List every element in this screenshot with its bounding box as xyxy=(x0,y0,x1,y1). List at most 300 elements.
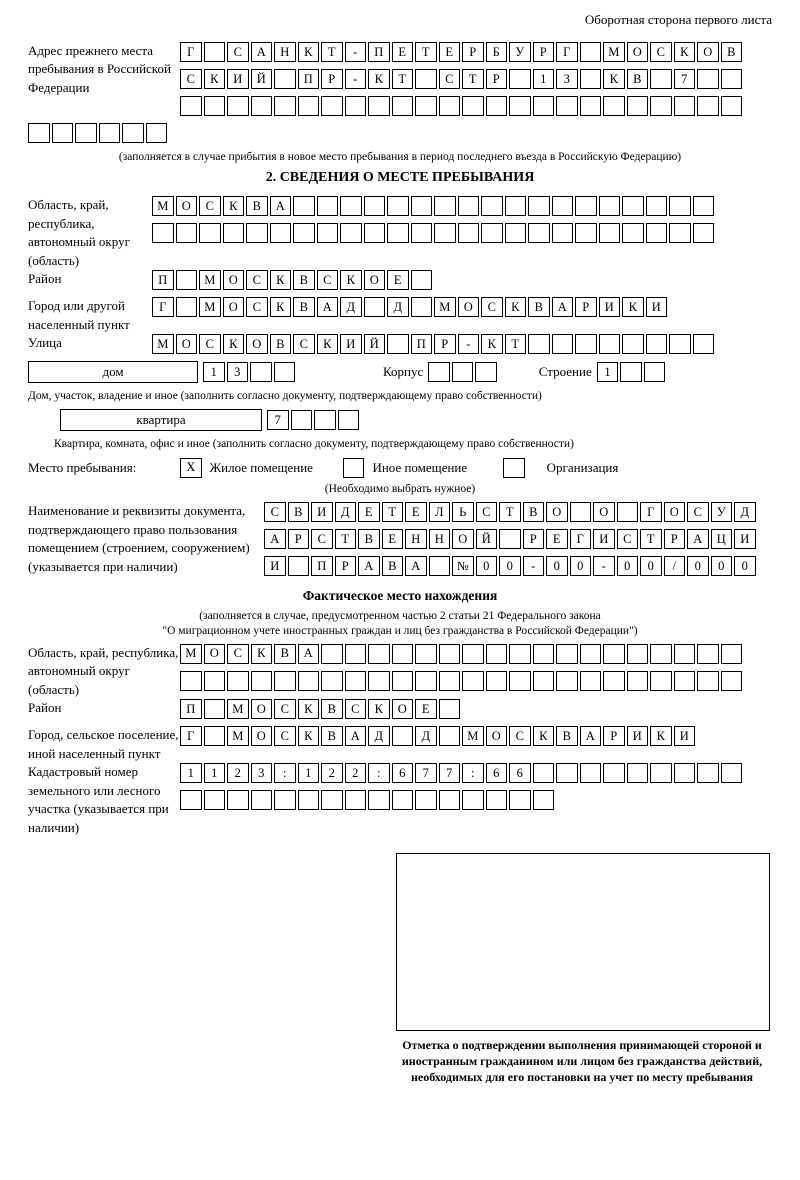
actual-city-cells xyxy=(180,726,695,746)
prev-address-block xyxy=(28,42,772,123)
char-cell: - xyxy=(523,556,545,576)
char-cell xyxy=(509,96,531,116)
stay-type-note: (Необходимо выбрать нужное) xyxy=(324,482,476,495)
char-cell: О xyxy=(392,699,414,719)
char-cell: А xyxy=(298,644,320,664)
char-cell xyxy=(204,790,226,810)
char-cell: - xyxy=(593,556,615,576)
char-cell xyxy=(458,223,480,243)
char-cell: 1 xyxy=(180,763,202,783)
char-cell xyxy=(340,223,362,243)
char-cell: В xyxy=(627,69,649,89)
char-cell xyxy=(622,334,644,354)
char-cell: Л xyxy=(429,502,451,522)
char-cell xyxy=(204,699,226,719)
char-cell: А xyxy=(552,297,574,317)
char-cell: Е xyxy=(382,529,404,549)
char-cell: 0 xyxy=(570,556,592,576)
char-cell: 7 xyxy=(415,763,437,783)
char-cell xyxy=(575,334,597,354)
char-cell xyxy=(291,410,313,430)
char-cell xyxy=(439,790,461,810)
cadastre-block xyxy=(28,763,772,837)
char-cell: 0 xyxy=(640,556,662,576)
char-cell: 3 xyxy=(227,362,249,382)
char-cell: М xyxy=(199,297,221,317)
char-cell xyxy=(669,223,691,243)
char-cell: В xyxy=(246,196,268,216)
char-cell: Р xyxy=(533,42,555,62)
document-row-1 xyxy=(264,502,756,522)
char-cell: И xyxy=(627,726,649,746)
char-cell: Г xyxy=(180,726,202,746)
district-block xyxy=(28,270,772,297)
char-cell xyxy=(650,69,672,89)
char-cell: И xyxy=(227,69,249,89)
char-cell xyxy=(321,790,343,810)
actual-district-label: Район xyxy=(28,700,62,716)
char-cell: К xyxy=(223,196,245,216)
char-cell: В xyxy=(293,270,315,290)
char-cell xyxy=(552,334,574,354)
apartment-note: Квартира, комната, офис и иное (заполнить согласно документу, подтверждающему право собственности) xyxy=(54,438,574,451)
actual-district-cells xyxy=(180,699,460,719)
cadastre-row-1 xyxy=(180,763,742,783)
char-cell: Т xyxy=(640,529,662,549)
char-cell xyxy=(293,196,315,216)
char-cell xyxy=(575,223,597,243)
char-cell: Е xyxy=(392,42,414,62)
char-cell: Т xyxy=(415,42,437,62)
char-cell xyxy=(603,644,625,664)
char-cell: К xyxy=(533,726,555,746)
char-cell: Р xyxy=(434,334,456,354)
char-cell xyxy=(674,644,696,664)
char-cell xyxy=(28,123,50,143)
char-cell: А xyxy=(264,529,286,549)
char-cell: О xyxy=(546,502,568,522)
char-cell xyxy=(462,644,484,664)
prev-address-label: Адрес прежнего места пребывания в Российской Федерации xyxy=(28,43,171,95)
char-cell xyxy=(345,96,367,116)
char-cell: В xyxy=(721,42,743,62)
prev-address-row-2 xyxy=(180,69,742,89)
char-cell xyxy=(580,69,602,89)
stay-type-row xyxy=(28,458,772,478)
char-cell: Р xyxy=(321,69,343,89)
char-cell: Е xyxy=(405,502,427,522)
char-cell: В xyxy=(321,699,343,719)
char-cell xyxy=(603,763,625,783)
char-cell xyxy=(646,196,668,216)
char-cell: О xyxy=(458,297,480,317)
char-cell: О xyxy=(664,502,686,522)
char-cell xyxy=(199,223,221,243)
char-cell: К xyxy=(298,726,320,746)
char-cell xyxy=(556,763,578,783)
char-cell xyxy=(152,223,174,243)
char-cell: К xyxy=(270,297,292,317)
actual-location-title: Фактическое место нахождения xyxy=(302,588,498,604)
char-cell: К xyxy=(298,699,320,719)
char-cell: 0 xyxy=(734,556,756,576)
option-other-premises-label: Иное помещение xyxy=(372,459,468,475)
char-cell xyxy=(368,671,390,691)
char-cell xyxy=(528,223,550,243)
char-cell xyxy=(697,671,719,691)
street-block xyxy=(28,334,772,361)
char-cell xyxy=(439,699,461,719)
char-cell xyxy=(556,644,578,664)
char-cell xyxy=(486,96,508,116)
char-cell xyxy=(317,223,339,243)
section2-title: 2. СВЕДЕНИЯ О МЕСТЕ ПРЕБЫВАНИЯ xyxy=(265,170,535,186)
char-cell xyxy=(180,96,202,116)
char-cell: Г xyxy=(180,42,202,62)
char-cell: 1 xyxy=(298,763,320,783)
option-residential-label: Жилое помещение xyxy=(209,459,313,475)
char-cell xyxy=(274,362,296,382)
char-cell xyxy=(458,196,480,216)
char-cell xyxy=(627,644,649,664)
char-cell: К xyxy=(223,334,245,354)
char-cell: С xyxy=(274,699,296,719)
char-cell: К xyxy=(368,699,390,719)
stamp-box-caption: Отметка о подтверждении выполнения принимающей стороной и иностранным гражданином или лицом без гражданства действий, необходимых для его постановки на учет по месту пребывания xyxy=(401,1038,763,1084)
prev-address-row-4 xyxy=(28,123,772,143)
char-cell xyxy=(486,671,508,691)
char-cell xyxy=(603,96,625,116)
char-cell xyxy=(52,123,74,143)
char-cell xyxy=(528,196,550,216)
char-cell xyxy=(439,671,461,691)
char-cell: 2 xyxy=(345,763,367,783)
char-cell xyxy=(475,362,497,382)
char-cell: С xyxy=(274,726,296,746)
char-cell: А xyxy=(251,42,273,62)
char-cell xyxy=(314,410,336,430)
char-cell: 2 xyxy=(227,763,249,783)
char-cell xyxy=(721,96,743,116)
char-cell xyxy=(580,96,602,116)
korpus-cells xyxy=(428,362,497,382)
char-cell xyxy=(620,362,642,382)
actual-region-label: Область, край, республика, автономный округ (область) xyxy=(28,644,179,697)
checkbox-residential: X xyxy=(180,458,202,478)
char-cell xyxy=(75,123,97,143)
char-cell xyxy=(274,790,296,810)
char-cell xyxy=(533,790,555,810)
char-cell: Й xyxy=(364,334,386,354)
char-cell xyxy=(627,671,649,691)
char-cell: С xyxy=(180,69,202,89)
char-cell: 0 xyxy=(687,556,709,576)
document-row-3 xyxy=(264,556,756,576)
char-cell xyxy=(505,223,527,243)
char-cell: К xyxy=(340,270,362,290)
char-cell: 0 xyxy=(711,556,733,576)
char-cell xyxy=(99,123,121,143)
char-cell: С xyxy=(687,502,709,522)
char-cell xyxy=(204,726,226,746)
char-cell xyxy=(650,671,672,691)
char-cell: М xyxy=(462,726,484,746)
char-cell: К xyxy=(270,270,292,290)
char-cell xyxy=(674,671,696,691)
char-cell: П xyxy=(152,270,174,290)
char-cell: 1 xyxy=(204,763,226,783)
char-cell: Д xyxy=(335,502,357,522)
actual-city-label: Город, сельское поселение, иной населенный пункт xyxy=(28,727,179,761)
checkbox-organization xyxy=(503,458,525,478)
document-label: Наименование и реквизиты документа, подтверждающего право пользования помещением (строением, сооружением) (указывается при наличии) xyxy=(28,503,250,574)
char-cell: Р xyxy=(575,297,597,317)
char-cell xyxy=(533,96,555,116)
char-cell: М xyxy=(199,270,221,290)
checkbox-other-premises xyxy=(343,458,365,478)
char-cell: 6 xyxy=(392,763,414,783)
char-cell: К xyxy=(368,69,390,89)
prev-address-note: (заполняется в случае прибытия в новое место пребывания в период последнего въезда в Российскую Федерацию) xyxy=(118,151,682,163)
char-cell: С xyxy=(199,196,221,216)
char-cell xyxy=(415,96,437,116)
char-cell xyxy=(204,96,226,116)
char-cell: В xyxy=(274,644,296,664)
char-cell xyxy=(122,123,144,143)
char-cell xyxy=(204,42,226,62)
char-cell: А xyxy=(358,556,380,576)
char-cell xyxy=(580,42,602,62)
char-cell: С xyxy=(264,502,286,522)
char-cell xyxy=(693,223,715,243)
char-cell: - xyxy=(345,42,367,62)
char-cell: О xyxy=(251,699,273,719)
stroenie-cells xyxy=(597,362,666,382)
char-cell xyxy=(227,790,249,810)
char-cell: 6 xyxy=(509,763,531,783)
char-cell: Г xyxy=(556,42,578,62)
char-cell xyxy=(509,671,531,691)
char-cell xyxy=(674,763,696,783)
document-row-2 xyxy=(264,529,756,549)
char-cell xyxy=(644,362,666,382)
char-cell xyxy=(251,671,273,691)
char-cell xyxy=(411,297,433,317)
char-cell: - xyxy=(345,69,367,89)
region-label: Область, край, республика, автономный округ (область) xyxy=(28,197,130,268)
char-cell: О xyxy=(364,270,386,290)
char-cell xyxy=(321,671,343,691)
char-cell xyxy=(533,671,555,691)
char-cell: О xyxy=(452,529,474,549)
char-cell xyxy=(599,223,621,243)
actual-district-block xyxy=(28,699,772,726)
char-cell: В xyxy=(556,726,578,746)
char-cell: И xyxy=(593,529,615,549)
apartment-box-label: квартира xyxy=(60,409,262,431)
char-cell xyxy=(411,223,433,243)
char-cell: И xyxy=(646,297,668,317)
char-cell xyxy=(274,671,296,691)
char-cell: К xyxy=(251,644,273,664)
char-cell xyxy=(227,671,249,691)
char-cell: К xyxy=(505,297,527,317)
prev-address-row-3 xyxy=(180,96,742,116)
char-cell xyxy=(552,223,574,243)
char-cell: М xyxy=(152,196,174,216)
char-cell: М xyxy=(152,334,174,354)
char-cell: Т xyxy=(505,334,527,354)
char-cell xyxy=(439,644,461,664)
char-cell xyxy=(321,644,343,664)
char-cell: П xyxy=(311,556,333,576)
char-cell: П xyxy=(411,334,433,354)
char-cell xyxy=(462,790,484,810)
char-cell: П xyxy=(180,699,202,719)
char-cell: И xyxy=(311,502,333,522)
char-cell: 3 xyxy=(556,69,578,89)
korpus-label: Корпус xyxy=(383,364,424,380)
char-cell xyxy=(509,790,531,810)
char-cell: К xyxy=(317,334,339,354)
char-cell: С xyxy=(617,529,639,549)
char-cell: А xyxy=(580,726,602,746)
char-cell: О xyxy=(486,726,508,746)
district-label: Район xyxy=(28,271,62,287)
street-cells xyxy=(152,334,714,354)
char-cell xyxy=(368,790,390,810)
char-cell: И xyxy=(674,726,696,746)
char-cell: К xyxy=(622,297,644,317)
char-cell: Т xyxy=(321,42,343,62)
char-cell: М xyxy=(180,644,202,664)
char-cell: Е xyxy=(439,42,461,62)
char-cell xyxy=(580,671,602,691)
char-cell: С xyxy=(345,699,367,719)
char-cell xyxy=(251,790,273,810)
char-cell: Ь xyxy=(452,502,474,522)
char-cell: О xyxy=(593,502,615,522)
char-cell xyxy=(387,334,409,354)
char-cell: Г xyxy=(570,529,592,549)
char-cell xyxy=(274,69,296,89)
char-cell: О xyxy=(204,644,226,664)
char-cell: А xyxy=(317,297,339,317)
char-cell xyxy=(364,196,386,216)
char-cell: Н xyxy=(405,529,427,549)
char-cell xyxy=(392,790,414,810)
char-cell: 7 xyxy=(267,410,289,430)
char-cell: Д xyxy=(387,297,409,317)
char-cell: У xyxy=(509,42,531,62)
char-cell: В xyxy=(288,502,310,522)
street-label: Улица xyxy=(28,335,62,351)
char-cell: Е xyxy=(358,502,380,522)
char-cell: 7 xyxy=(674,69,696,89)
char-cell: С xyxy=(227,42,249,62)
char-cell: : xyxy=(274,763,296,783)
char-cell: К xyxy=(650,726,672,746)
char-cell: М xyxy=(227,699,249,719)
char-cell: К xyxy=(298,42,320,62)
char-cell xyxy=(533,644,555,664)
char-cell xyxy=(411,196,433,216)
actual-location-note-1: (заполняется в случае, предусмотренном частью 2 статьи 21 Федерального закона xyxy=(199,610,601,623)
char-cell: В xyxy=(382,556,404,576)
char-cell: И xyxy=(340,334,362,354)
house-box-label: дом xyxy=(28,361,198,383)
prev-address-row-1 xyxy=(180,42,742,62)
char-cell xyxy=(392,644,414,664)
char-cell: С xyxy=(227,644,249,664)
char-cell xyxy=(721,644,743,664)
cadastre-label: Кадастровый номер земельного или лесного участка (указывается при наличии) xyxy=(28,764,169,835)
char-cell xyxy=(345,644,367,664)
char-cell xyxy=(251,96,273,116)
char-cell xyxy=(462,96,484,116)
char-cell: : xyxy=(368,763,390,783)
char-cell: Н xyxy=(274,42,296,62)
char-cell: С xyxy=(246,297,268,317)
char-cell: Р xyxy=(603,726,625,746)
char-cell xyxy=(481,223,503,243)
char-cell: И xyxy=(264,556,286,576)
char-cell: 0 xyxy=(499,556,521,576)
char-cell xyxy=(340,196,362,216)
char-cell: Н xyxy=(429,529,451,549)
char-cell xyxy=(646,223,668,243)
char-cell: 1 xyxy=(597,362,619,382)
char-cell xyxy=(693,334,715,354)
char-cell: 3 xyxy=(251,763,273,783)
char-cell: К xyxy=(674,42,696,62)
apartment-cells xyxy=(267,410,359,430)
char-cell xyxy=(528,334,550,354)
char-cell: О xyxy=(627,42,649,62)
apartment-row xyxy=(60,409,772,431)
char-cell xyxy=(533,763,555,783)
char-cell: Р xyxy=(288,529,310,549)
char-cell: Т xyxy=(382,502,404,522)
char-cell xyxy=(697,763,719,783)
char-cell: О xyxy=(176,334,198,354)
char-cell xyxy=(622,223,644,243)
char-cell xyxy=(411,270,433,290)
char-cell xyxy=(509,69,531,89)
char-cell: Й xyxy=(251,69,273,89)
document-block xyxy=(28,502,772,583)
confirmation-stamp-box xyxy=(396,853,770,1031)
actual-region-row-2 xyxy=(180,671,742,691)
district-cells xyxy=(152,270,432,290)
char-cell xyxy=(387,196,409,216)
char-cell xyxy=(556,96,578,116)
char-cell xyxy=(204,671,226,691)
char-cell xyxy=(693,196,715,216)
char-cell xyxy=(392,96,414,116)
char-cell xyxy=(697,644,719,664)
char-cell xyxy=(415,671,437,691)
char-cell xyxy=(669,196,691,216)
prev-address-cells xyxy=(180,42,742,123)
char-cell xyxy=(428,362,450,382)
char-cell xyxy=(429,556,451,576)
char-cell: В xyxy=(528,297,550,317)
char-cell xyxy=(439,96,461,116)
char-cell xyxy=(721,671,743,691)
char-cell xyxy=(603,671,625,691)
char-cell xyxy=(721,763,743,783)
